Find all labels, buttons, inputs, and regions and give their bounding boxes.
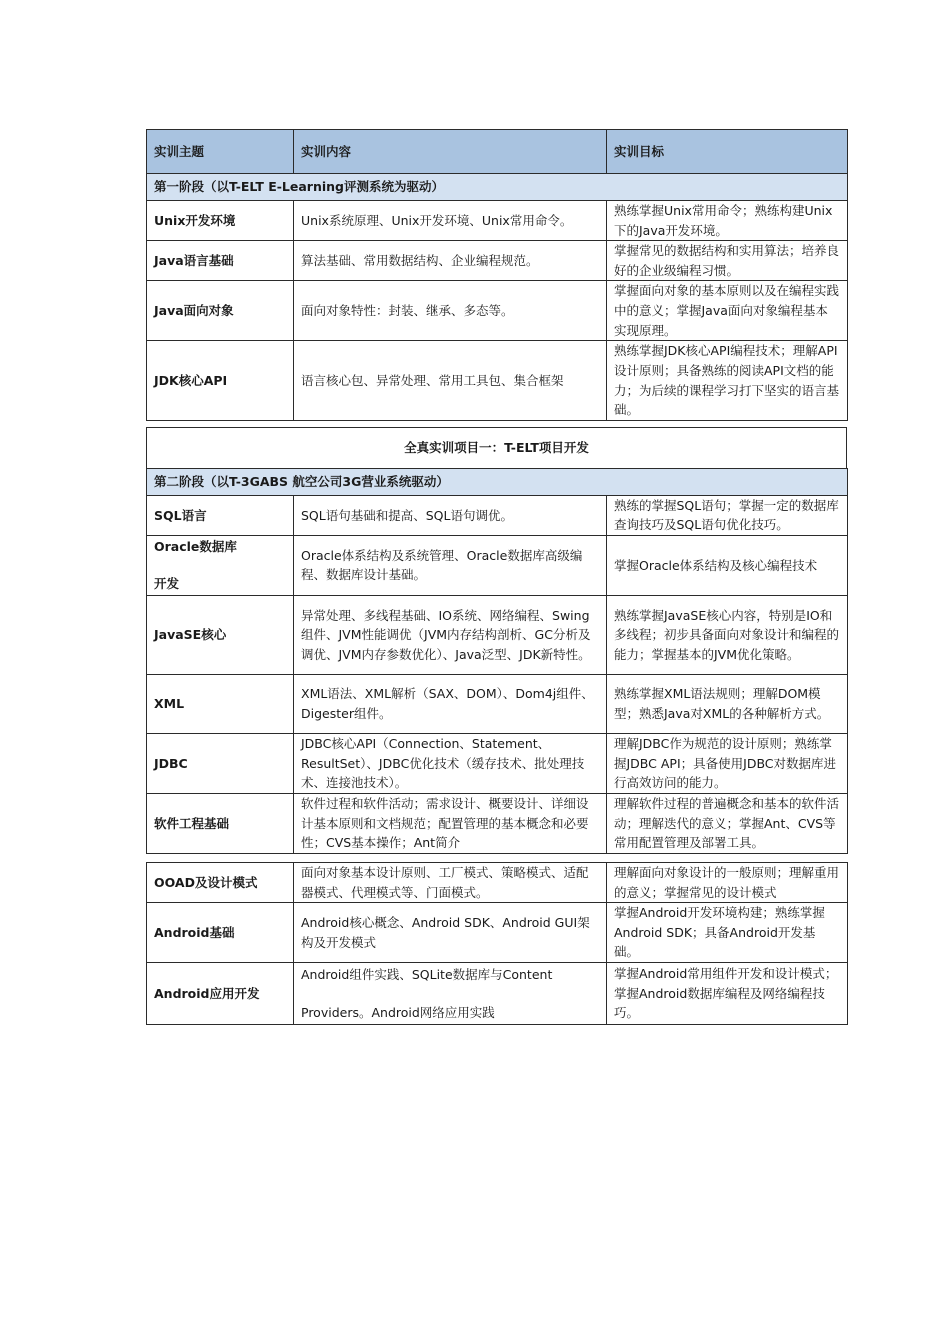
- row-content: 面向对象特性：封装、继承、多态等。: [294, 281, 607, 341]
- row-topic: Android基础: [147, 903, 294, 963]
- row-goal: 掌握面向对象的基本原则以及在编程实践中的意义；掌握Java面向对象编程基本实现原理。: [607, 281, 848, 341]
- row-topic: 软件工程基础: [147, 793, 294, 853]
- row-goal: 掌握Android常用组件开发和设计模式；掌握Android数据库编程及网络编程技巧。: [607, 963, 848, 1025]
- stage1-row: [147, 174, 848, 201]
- row-content: Unix系统原理、Unix开发环境、Unix常用命令。: [294, 201, 607, 241]
- row-topic: OOAD及设计模式: [147, 862, 294, 902]
- row-topic: JDBC: [147, 733, 294, 793]
- row-content: XML语法、XML解析（SAX、DOM）、Dom4j组件、Digester组件。: [294, 674, 607, 733]
- row-goal: 掌握Oracle体系结构及核心编程技术: [607, 535, 848, 595]
- stage2-row: [147, 468, 848, 495]
- row-topic: Unix开发环境: [147, 201, 294, 241]
- training-table-part1: [146, 129, 848, 421]
- row-goal: 理解面向对象设计的一般原则；理解重用的意义；掌握常见的设计模式: [607, 862, 848, 902]
- row-content: SQL语句基础和提高、SQL语句调优。: [294, 495, 607, 535]
- row-topic: SQL语言: [147, 495, 294, 535]
- table-row: [147, 341, 848, 420]
- row-topic: Java语言基础: [147, 241, 294, 281]
- table-row: [147, 862, 848, 902]
- row-goal: 理解软件过程的普遍概念和基本的软件活动；理解迭代的意义；掌握Ant、CVS等常用配置管理及部署工具。: [607, 793, 848, 853]
- row-goal: 掌握常见的数据结构和实用算法；培养良好的企业级编程习惯。: [607, 241, 848, 281]
- project-title: 全真实训项目一：T-ELT项目开发: [146, 427, 847, 468]
- table-row: [147, 241, 848, 281]
- row-topic: Android应用开发: [147, 963, 294, 1025]
- row-content: 算法基础、常用数据结构、企业编程规范。: [294, 241, 607, 281]
- training-table-part2: [146, 468, 848, 854]
- table-row: [147, 535, 848, 595]
- row-goal: 熟练掌握XML语法规则；理解DOM模型；熟悉Java对XML的各种解析方式。: [607, 674, 848, 733]
- row-goal: 熟练掌握JavaSE核心内容，特别是IO和多线程；初步具备面向对象设计和编程的能力；掌握基本的JVM优化策略。: [607, 595, 848, 674]
- row-topic: XML: [147, 674, 294, 733]
- table-row: [147, 793, 848, 853]
- row-content: JDBC核心API（Connection、Statement、ResultSet）、JDBC优化技术（缓存技术、批处理技术、连接池技术）。: [294, 733, 607, 793]
- training-table-part3: [146, 862, 848, 1025]
- row-content: 语言核心包、异常处理、常用工具包、集合框架: [294, 341, 607, 420]
- row-topic: [147, 535, 294, 595]
- stage2-title: 第二阶段（以T-3GABS 航空公司3G营业系统驱动）: [147, 468, 848, 495]
- header-goal: 实训目标: [607, 130, 848, 174]
- row-content: 面向对象基本设计原则、工厂模式、策略模式、适配器模式、代理模式等、门面模式。: [294, 862, 607, 902]
- stage1-title: 第一阶段（以T-ELT E-Learning评测系统为驱动）: [147, 174, 848, 201]
- row-topic: JDK核心API: [147, 341, 294, 420]
- curriculum-document: [146, 129, 847, 1025]
- table-row: [147, 733, 848, 793]
- row-content: Oracle体系结构及系统管理、Oracle数据库高级编程、数据库设计基础。: [294, 535, 607, 595]
- row-goal: 熟练掌握JDK核心API编程技术；理解API设计原则；具备熟练的阅读API文档的能力；为后续的课程学习打下坚实的语言基础。: [607, 341, 848, 420]
- row-topic-line1: Oracle数据库: [154, 539, 237, 555]
- table-header-row: [147, 130, 848, 174]
- row-content: [294, 963, 607, 1025]
- row-content-line1: Android组件实践、SQLite数据库与Content: [301, 966, 553, 982]
- row-content-line2: Providers。Android网络应用实践: [301, 1005, 495, 1021]
- row-topic-line2: 开发: [154, 575, 180, 591]
- row-topic: Java面向对象: [147, 281, 294, 341]
- table-row: [147, 903, 848, 963]
- table-row: [147, 595, 848, 674]
- row-content: Android核心概念、Android SDK、Android GUI架构及开发模式: [294, 903, 607, 963]
- table-row: [147, 495, 848, 535]
- row-topic: JavaSE核心: [147, 595, 294, 674]
- table-row: [147, 674, 848, 733]
- table-row: [147, 963, 848, 1025]
- header-topic: 实训主题: [147, 130, 294, 174]
- row-content: 异常处理、多线程基础、IO系统、网络编程、Swing组件、JVM性能调优（JVM内存结构剖析、GC分析及调优、JVM内存参数优化）、Java泛型、JDK新特性。: [294, 595, 607, 674]
- table-row: [147, 281, 848, 341]
- table-row: [147, 201, 848, 241]
- row-goal: 理解JDBC作为规范的设计原则；熟练掌握JDBC API；具备使用JDBC对数据库进行高效访问的能力。: [607, 733, 848, 793]
- row-content: 软件过程和软件活动；需求设计、概要设计、详细设计基本原则和文档规范；配置管理的基本概念和必要性；CVS基本操作；Ant简介: [294, 793, 607, 853]
- header-content: 实训内容: [294, 130, 607, 174]
- row-goal: 掌握Android开发环境构建；熟练掌握Android SDK；具备Android开发基础。: [607, 903, 848, 963]
- row-goal: 熟练掌握Unix常用命令；熟练构建Unix下的Java开发环境。: [607, 201, 848, 241]
- row-goal: 熟练的掌握SQL语句；掌握一定的数据库查询技巧及SQL语句优化技巧。: [607, 495, 848, 535]
